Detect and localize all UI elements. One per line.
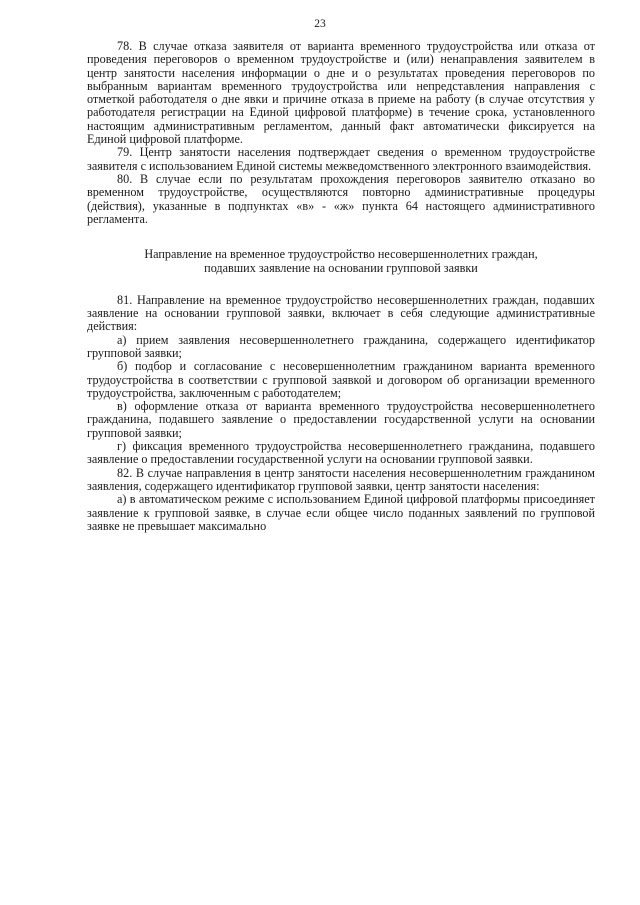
section-heading-line-1: Направление на временное трудоустройство несовершеннолетних граждан, — [144, 247, 538, 262]
subitem-b: б) подбор и согласование с несовершеннолетним гражданином варианта временного трудоустройства в соответствии с групповой заявкой и договором об организации временного трудоустройства, заключенным с работодателем; — [87, 359, 595, 400]
document-body — [87, 40, 595, 533]
section-heading — [87, 248, 595, 276]
paragraph-82: 82. В случае направления в центр занятости населения несовершеннолетним гражданином заявления, содержащего идентификатор групповой заявки, центр занятости населения: — [87, 465, 595, 493]
section-heading-line-2: подавших заявление на основании групповой заявки — [204, 260, 478, 275]
paragraph-78: 78. В случае отказа заявителя от варианта временного трудоустройства или отказа от проведения переговоров о временном трудоустройстве и (или) ненаправления заявителем в центр занятости населения информации о дне и о результатах проведения переговоров по выбранным вариантам временного трудоустройства или непредставления направления с отметкой работодателя о дне явки и причине отказа в приеме на работу (в случае отсутствия у работодателя регистрации на Единой цифровой платформе) в течение срока, установленного настоящим административным регламентом, данный факт автоматически фиксируется на Единой цифровой платформе. — [87, 39, 595, 147]
page-number: 23 — [314, 18, 326, 30]
subitem-82-a: а) в автоматическом режиме с использованием Единой цифровой платформы присоединяет заявление к групповой заявке, в случае если общее число поданных заявлений по групповой заявке не превышает максимально — [87, 492, 595, 533]
paragraph-80: 80. В случае если по результатам прохождения переговоров заявителю отказано во временном трудоустройстве, осуществляются повторно административные процедуры (действия), указанные в подпунктах «в» - «ж» пункта 64 настоящего административного регламента. — [87, 171, 595, 226]
subitem-g: г) фиксация временного трудоустройства несовершеннолетнего гражданина, подавшего заявление о предоставлении государственной услуги на основании групповой заявки. — [87, 439, 595, 467]
paragraph-81: 81. Направление на временное трудоустройство несовершеннолетних граждан, подавших заявление на основании групповой заявки, включает в себя следующие административные действия: — [87, 292, 595, 334]
subitem-v: в) оформление отказа от варианта временного трудоустройства несовершеннолетнего гражданина, подавшего заявление о предоставлении государственной услуги на основании групповой заявки; — [87, 399, 595, 440]
subitem-a: а) прием заявления несовершеннолетнего гражданина, содержащего идентификатор групповой заявки; — [87, 332, 595, 360]
paragraph-79: 79. Центр занятости населения подтверждает сведения о временном трудоустройстве заявителя с использованием Единой системы межведомственного электронного взаимодействия. — [87, 145, 595, 173]
